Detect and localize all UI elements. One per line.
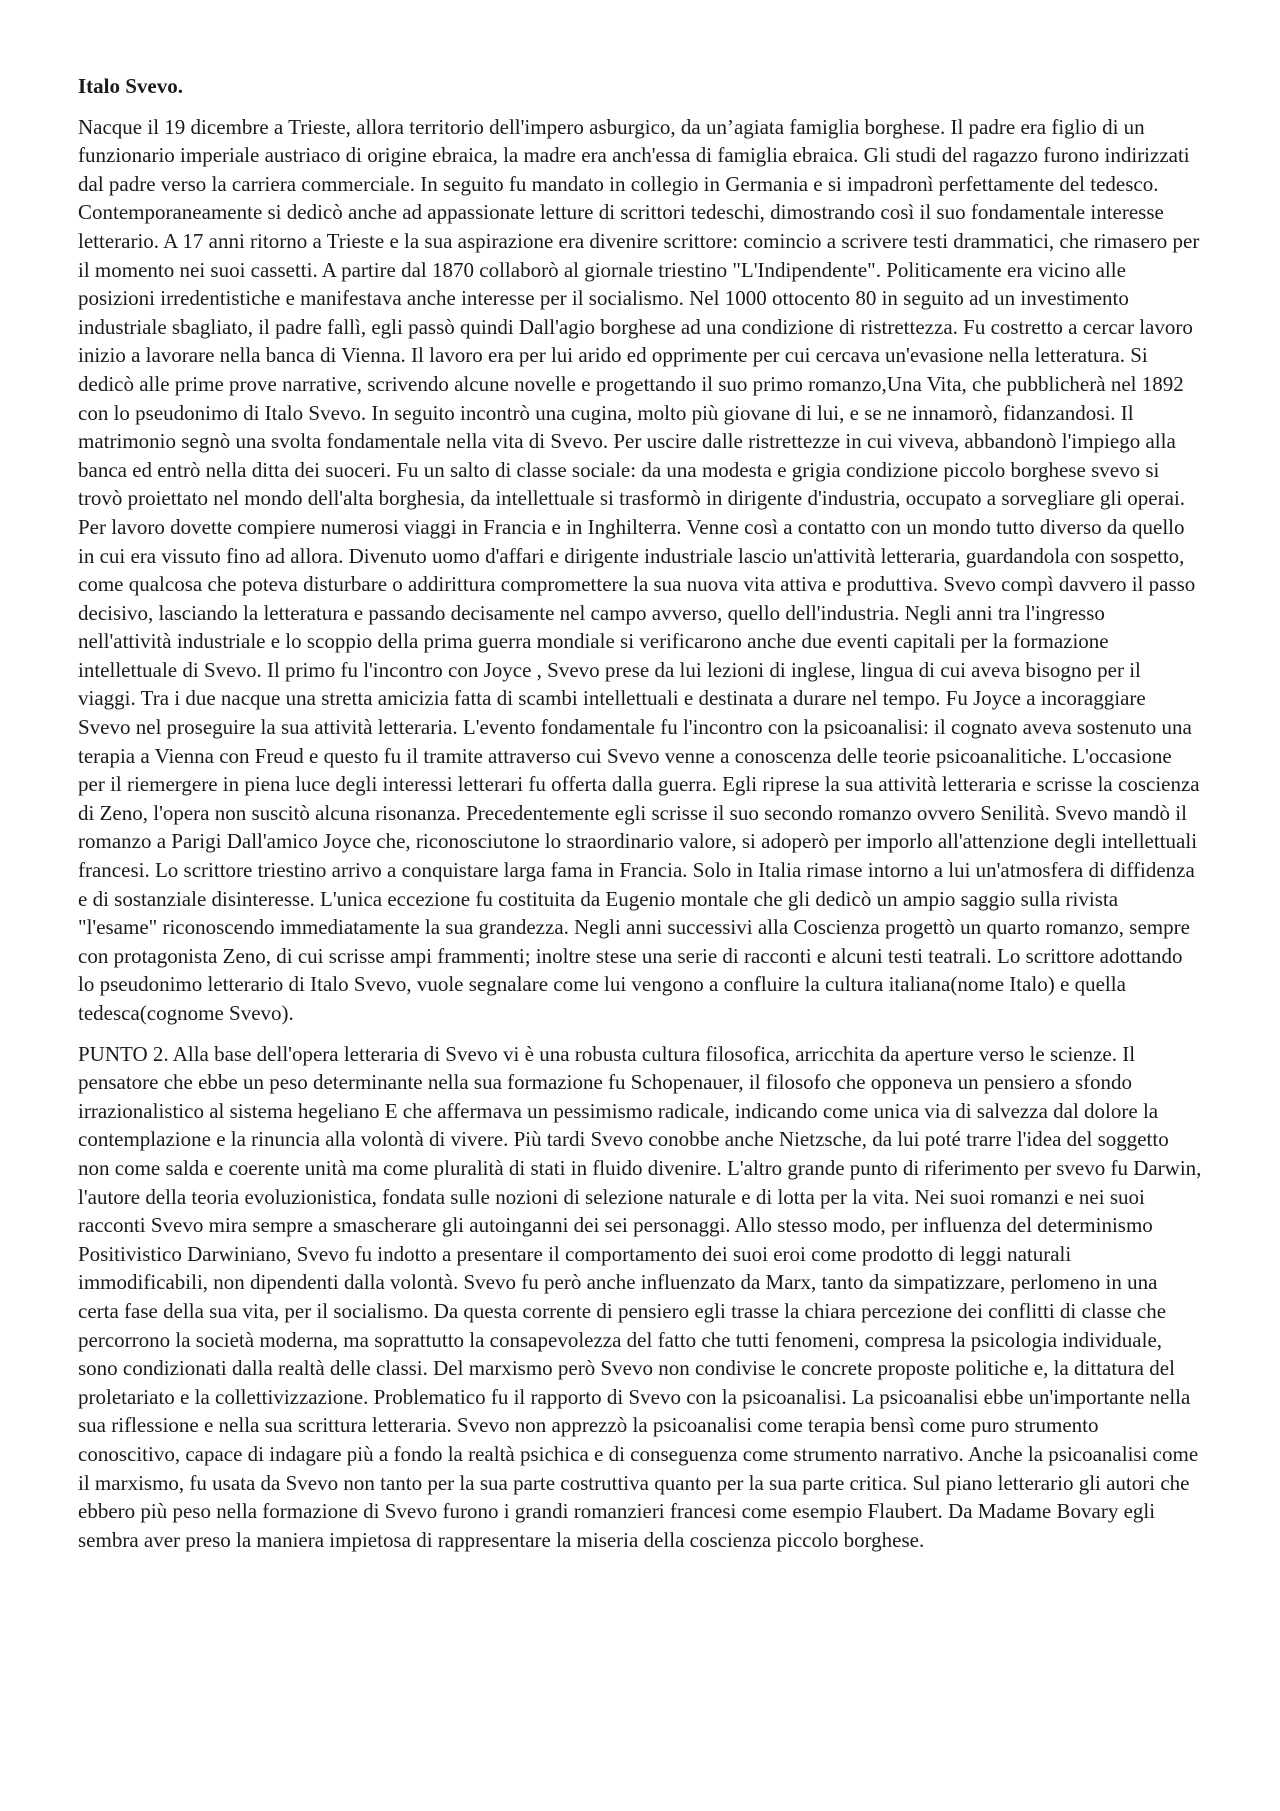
paragraph-punto-2: PUNTO 2. Alla base dell'opera letteraria di Svevo vi è una robusta cultura filosofica, arricchita da aperture verso le scienze. Il pensatore che ebbe un peso determinante nella sua formazione fu Schopenauer, il filosofo che opponeva un pensiero a sfondo irrazionalistico al sistema hegeliano E che affermava un pessimismo radicale, indicando come unica via di salvezza dal dolore la contemplazione e la rinuncia alla volontà di vivere. Più tardi Svevo conobbe anche Nietzsche, da lui poté trarre l'idea del soggetto non come salda e coerente unità ma come pluralità di stati in fluido divenire. L'altro grande punto di riferimento per svevo fu Darwin, l'autore della teoria evoluzionistica, fondata sulle nozioni di selezione naturale e di lotta per la vita. Nei suoi romanzi e nei suoi racconti Svevo mira sempre a smascherare gli autoinganni dei sei personaggi. Allo stesso modo, per influenza del determinismo Positivistico Darwiniano, Svevo fu indotto a presentare il comportamento dei suoi eroi come prodotto di leggi naturali immodificabili, non dipendenti dalla volontà. Svevo fu però anche influenzato da Marx, tanto da simpatizzare, perlomeno in una certa fase della sua vita, per il socialismo. Da questa corrente di pensiero egli trasse la chiara percezione dei conflitti di classe che percorrono la società moderna, ma soprattutto la consapevolezza del fatto che tutti fenomeni, compresa la psicologia individuale, sono condizionati dalla realtà delle classi. Del marxismo però Svevo non condivise le concrete proposte politiche e, la dittatura del proletariato e la collettivizzazione. Problematico fu il rapporto di Svevo con la psicoanalisi. La psicoanalisi ebbe un'importante nella sua riflessione e nella sua scrittura letteraria. Svevo non apprezzò la psicoanalisi come terapia bensì come puro strumento conoscitivo, capace di indagare più a fondo la realtà psichica e di conseguenza come strumento narrativo. Anche la psicoanalisi come il marxismo, fu usata da Svevo non tanto per la sua parte costruttiva quanto per la sua parte critica. Sul piano letterario gli autori che ebbero più peso nella formazione di Svevo furono i grandi romanzieri francesi come esempio Flaubert. Da Madame Bovary egli sembra aver preso la maniera impietosa di rappresentare la miseria della coscienza piccolo borghese. [78, 1041, 1202, 1552]
paragraph-biography: Nacque il 19 dicembre a Trieste, allora territorio dell'impero asburgico, da un’agiata famiglia borghese. Il padre era figlio di un funzionario imperiale austriaco di origine ebraica, la madre era anch'essa di famiglia ebraica. Gli studi del ragazzo furono indirizzati dal padre verso la carriera commerciale. In seguito fu mandato in collegio in Germania e si impadronì perfettamente del tedesco. Contemporaneamente si dedicò anche ad appassionate letture di scrittori tedeschi, dimostrando così il suo fondamentale interesse letterario. A 17 anni ritorno a Trieste e la sua aspirazione era divenire scrittore: comincio a scrivere testi drammatici, che rimasero per il momento nei suoi cassetti. A partire dal 1870 collaborò al giornale triestino "L'Indipendente". Politicamente era vicino alle posizioni irredentistiche e manifestava anche interesse per il socialismo. Nel 1000 ottocento 80 in seguito ad un investimento industriale sbagliato, il padre fallì, egli passò quindi Dall'agio borghese ad una condizione di ristrettezza. Fu costretto a cercar lavoro inizio a lavorare nella banca di Vienna. Il lavoro era per lui arido ed opprimente per cui cercava un'evasione nella letteratura. Si dedicò alle prime prove narrative, scrivendo alcune novelle e progettando il suo primo romanzo,Una Vita, che pubblicherà nel 1892 con lo pseudonimo di Italo Svevo. In seguito incontrò una cugina, molto più giovane di lui, e se ne innamorò, fidanzandosi. Il matrimonio segnò una svolta fondamentale nella vita di Svevo. Per uscire dalle ristrettezze in cui viveva, abbandonò l'impiego alla banca ed entrò nella ditta dei suoceri. Fu un salto di classe sociale: da una modesta e grigia condizione piccolo borghese svevo si trovò proiettato nel mondo dell'alta borghesia, da intellettuale si trasformò in dirigente d'industria, occupato a sorvegliare gli operai. Per lavoro dovette compiere numerosi viaggi in Francia e in Inghilterra. Venne così a contatto con un mondo tutto diverso da quello in cui era vissuto fino ad allora. Divenuto uomo d'affari e dirigente industriale lascio un'attività letteraria, guardandola con sospetto, come qualcosa che poteva disturbare o addirittura compromettere la sua nuova vita attiva e produttiva. Svevo compì davvero il passo decisivo, lasciando la letteratura e passando decisamente nel campo avverso, quello dell'industria. Negli anni tra l'ingresso nell'attività industriale e lo scoppio della prima guerra mondiale si verificarono anche due eventi capitali per la formazione intellettuale di Svevo. Il primo fu l'incontro con Joyce , Svevo prese da lui lezioni di inglese, lingua di cui aveva bisogno per il viaggi. Tra i due nacque una stretta amicizia fatta di scambi intellettuali e destinata a durare nel tempo. Fu Joyce a incoraggiare Svevo nel proseguire la sua attività letteraria. L'evento fondamentale fu l'incontro con la psicoanalisi: il cognato aveva sostenuto una terapia a Vienna con Freud e questo fu il tramite attraverso cui Svevo venne a conoscenza delle teorie psicoanalitiche. L'occasione per il riemergere in piena luce degli interessi letterari fu offerta dalla guerra. Egli riprese la sua attività letteraria e scrisse la coscienza di Zeno, l'opera non suscitò alcuna risonanza. Precedentemente egli scrisse il suo secondo romanzo ovvero Senilità. Svevo mandò il romanzo a Parigi Dall'amico Joyce che, riconosciutone lo straordinario valore, si adoperò per imporlo all'attenzione degli intellettuali francesi. Lo scrittore triestino arrivo a conquistare larga fama in Francia. Solo in Italia rimase intorno a lui un'atmosfera di diffidenza e di sostanziale disinteresse. L'unica eccezione fu costituita da Eugenio montale che gli dedicò un ampio saggio sulla rivista "l'esame" riconoscendo immediatamente la sua grandezza. Negli anni successivi alla Coscienza progettò un quarto romanzo, sempre con protagonista Zeno, di cui scrisse ampi frammenti; inoltre stese una serie di racconti e alcuni testi teatrali. Lo scrittore adottando lo pseudonimo letterario di Italo Svevo, vuole segnalare come lui vengono a confluire la cultura italiana(nome Italo) e quella tedesca(cognome Svevo). [78, 114, 1200, 1025]
document-page [78, 72, 1202, 1566]
document-title: Italo Svevo. [78, 74, 183, 98]
